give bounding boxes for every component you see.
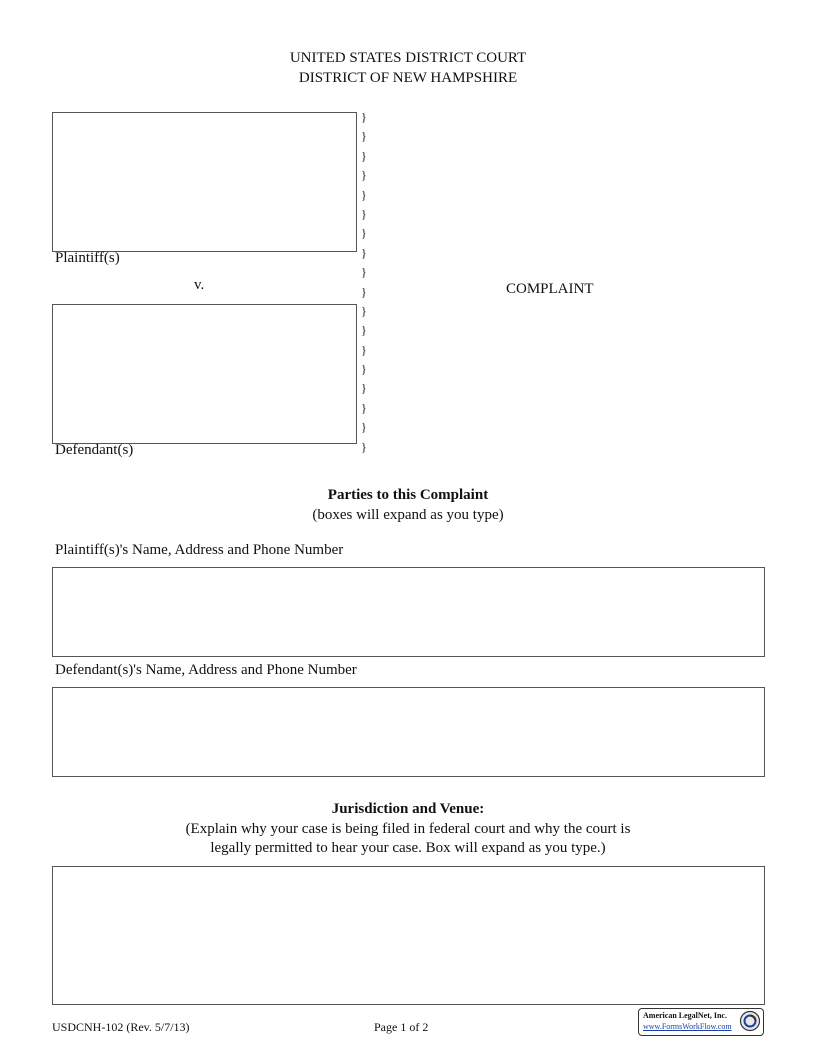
defendant-info-label: Defendant(s)'s Name, Address and Phone Number [55,662,357,678]
jurisdiction-title: Jurisdiction and Venue: [331,801,485,817]
brace-glyph: } [361,323,367,338]
court-district: DISTRICT OF NEW HAMPSHIRE [298,70,518,86]
form-id: USDCNH-102 (Rev. 5/7/13) [52,1020,190,1034]
brace-glyph: } [361,284,367,299]
brace-glyph: } [361,420,367,435]
caption-brace-column [361,108,373,457]
brace-glyph: } [361,245,367,260]
logo-emblem-icon [739,1010,761,1032]
jurisdiction-instructions-line1: (Explain why your case is being filed in federal court and why the court is [185,821,631,837]
defendant-info-input[interactable] [53,688,764,776]
parties-title: Parties to this Complaint [327,487,489,503]
brace-glyph: } [361,381,367,396]
versus-label: v. [194,277,205,293]
jurisdiction-instructions-line2: legally permitted to hear your case. Box will expand as you type.) [210,840,606,856]
plaintiff-name-box[interactable] [52,112,357,252]
brace-glyph: } [361,129,367,144]
brace-glyph: } [361,342,367,357]
brace-glyph: } [361,168,367,183]
logo-company-name: American LegalNet, Inc. [643,1011,727,1020]
parties-subtitle: (boxes will expand as you type) [312,507,504,523]
brace-glyph: } [361,226,367,241]
plaintiff-info-box[interactable] [52,567,765,657]
brace-glyph: } [361,110,367,124]
plaintiff-info-input[interactable] [53,568,764,656]
plaintiff-name-input[interactable] [53,113,356,251]
defendant-info-box[interactable] [52,687,765,777]
brace-glyph: } [361,148,367,163]
brace-glyph: } [361,362,367,377]
plaintiff-label: Plaintiff(s) [55,250,120,266]
brace-glyph: } [361,400,367,415]
court-name: UNITED STATES DISTRICT COURT [289,50,527,66]
brace-glyph: } [361,265,367,280]
brace-glyph: } [361,303,367,318]
page-number: Page 1 of 2 [374,1020,429,1034]
logo-website-link[interactable]: www.FormsWorkFlow.com [643,1022,732,1031]
brace-glyph: } [361,439,367,454]
defendant-label: Defendant(s) [55,442,134,458]
document-title: COMPLAINT [506,281,594,297]
jurisdiction-text-box[interactable] [52,866,765,1005]
plaintiff-info-label: Plaintiff(s)'s Name, Address and Phone Number [55,542,344,558]
brace-glyph: } [361,206,367,221]
court-heading [0,48,816,88]
american-legalnet-logo [638,1008,764,1036]
defendant-name-box[interactable] [52,304,357,444]
defendant-name-input[interactable] [53,305,356,443]
brace-glyph: } [361,187,367,202]
jurisdiction-text-input[interactable] [53,867,764,1004]
